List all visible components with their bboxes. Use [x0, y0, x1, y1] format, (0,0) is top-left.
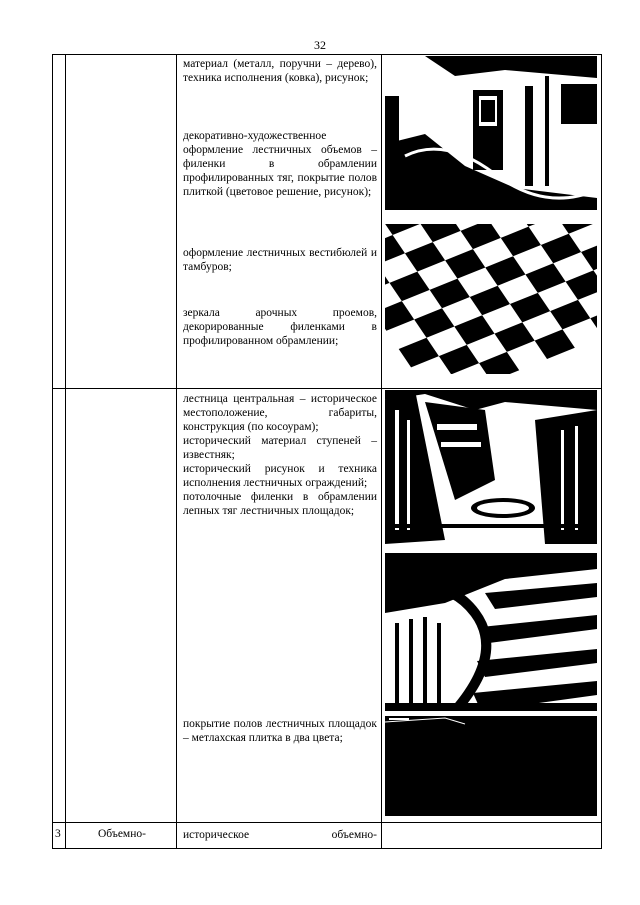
- list-item: лестница центральная – историческое местоположение, габариты, конструкция (по косоурам);: [183, 393, 377, 433]
- central-staircase-photo: [385, 390, 597, 544]
- table-cell-text: [183, 306, 377, 348]
- list-item: покрытие полов лестничных площадок – метлахская плитка в два цвета;: [183, 718, 377, 744]
- staircase-railing-photo: [385, 56, 597, 210]
- row-name: Объемно-: [98, 828, 146, 840]
- table-border-right: [601, 54, 602, 849]
- table-border-bottom: [52, 848, 602, 849]
- table-cell-text: [183, 246, 377, 274]
- row-divider: [52, 822, 602, 823]
- table-cell-text: [183, 828, 377, 842]
- table-border-top: [52, 54, 602, 55]
- row-divider: [52, 388, 602, 389]
- table-cell-text: [183, 129, 377, 199]
- table-border-left: [52, 54, 53, 849]
- table-cell-text: [183, 57, 377, 85]
- staircase-steps-photo: [385, 553, 597, 711]
- list-item: декоративно-художественное оформление лестничных объемов – филенки в обрамлении профилированных тяг, покрытие полов плиткой (цветовое решение, рисунок);: [183, 130, 377, 198]
- page-number: 32: [314, 38, 326, 52]
- landing-floor-tile-photo: [385, 716, 597, 816]
- list-item: материал (металл, поручни – дерево), техника исполнения (ковка), рисунок;: [183, 58, 377, 84]
- column-divider: [176, 54, 177, 849]
- list-item: историческое объемно-: [183, 829, 377, 841]
- list-item: оформление лестничных вестибюлей и тамбуров;: [183, 247, 377, 273]
- checkered-floor-photo: [385, 224, 597, 374]
- column-divider: [65, 54, 66, 849]
- list-item: исторический рисунок и техника исполнения лестничных ограждений;: [183, 463, 377, 489]
- row-number: 3: [55, 828, 61, 840]
- list-item: зеркала арочных проемов, декорированные филенками в профилированном обрамлении;: [183, 307, 377, 347]
- list-item: исторический материал ступеней – известняк;: [183, 435, 377, 461]
- table-cell-text: [183, 392, 377, 518]
- column-divider: [381, 54, 382, 849]
- list-item: потолочные филенки в обрамлении лепных тяг лестничных площадок;: [183, 491, 377, 517]
- table-cell-text: [183, 717, 377, 745]
